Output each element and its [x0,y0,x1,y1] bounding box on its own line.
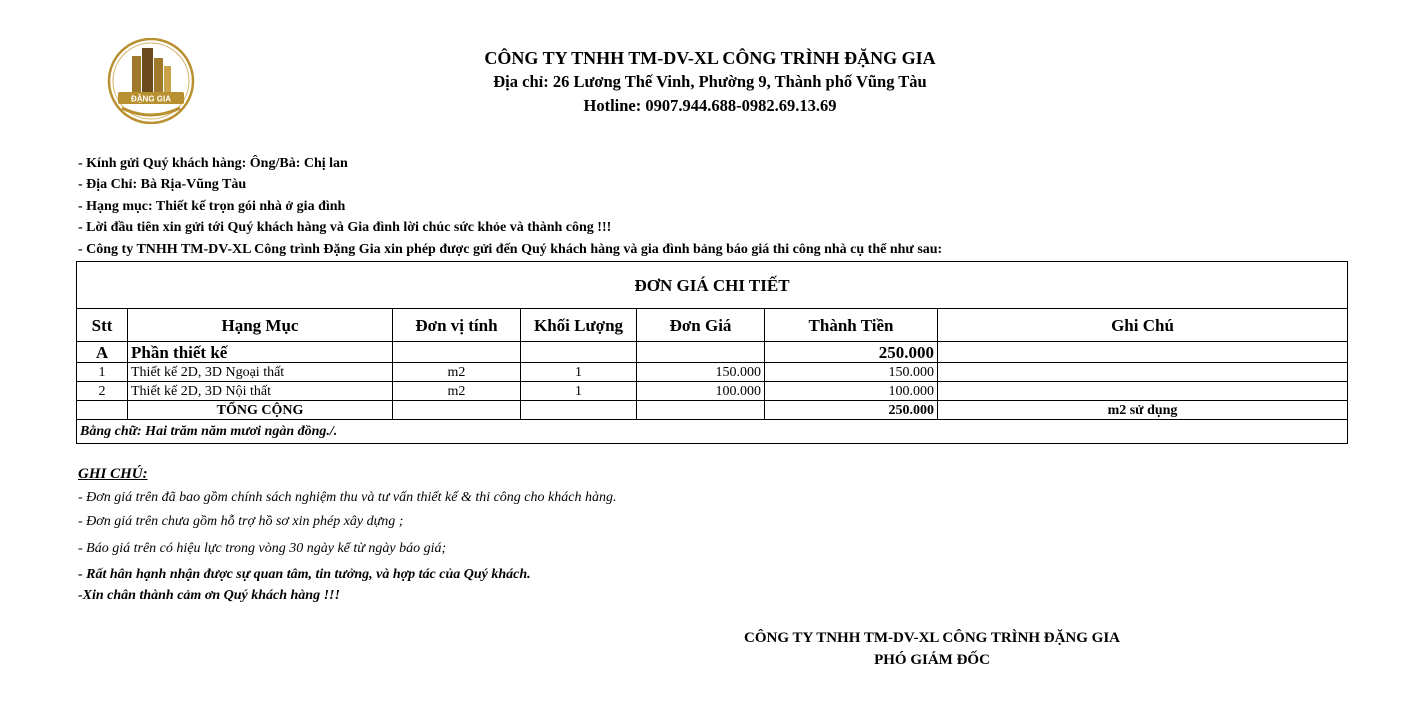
company-name: CÔNG TY TNHH TM-DV-XL CÔNG TRÌNH ĐẶNG GIA [484,48,936,68]
thanks-line: -Xin chân thành cảm ơn Quý khách hàng !!! [78,588,340,603]
signature-company: CÔNG TY TNHH TM-DV-XL CÔNG TRÌNH ĐẶNG GIA [743,630,1120,646]
intro-greeting: - Lời đầu tiên xin gửi tới Quý khách hàng và Gia đình lời chúc sức khỏe và thành công !!! [78,220,612,235]
header-item: Hạng Mục [128,309,393,342]
notes-title: GHI CHÚ: [78,466,148,482]
section-stt: A [77,342,128,363]
signature-title: PHÓ GIÁM ĐỐC [874,652,990,668]
header-qty: Khối Lượng [521,309,637,342]
header-price: Đơn Giá [637,309,765,342]
header-stt: Stt [77,309,128,342]
logo-text: ĐẶNG GIA [131,94,171,104]
row-name: Thiết kế 2D, 3D Ngoại thất [128,363,393,382]
row-name: Thiết kế 2D, 3D Nội thất [128,382,393,401]
total-row [77,401,1348,420]
thanks-line: - Rất hân hạnh nhận được sự quan tâm, tin tưởng, và hợp tác của Quý khách. [78,567,531,582]
company-logo [104,38,198,124]
row-unit: m2 [393,363,521,382]
row-price: 100.000 [637,382,765,401]
table-title: ĐƠN GIÁ CHI TIẾT [77,262,1348,309]
table-row [77,363,1348,382]
intro-address: - Địa Chỉ: Bà Rịa-Vũng Tàu [78,177,247,192]
row-qty: 1 [521,363,637,382]
header-note: Ghi Chú [938,309,1348,342]
section-row [77,342,1348,363]
row-amount: 100.000 [765,382,938,401]
row-note [938,363,1348,382]
intro-customer: - Kính gửi Quý khách hàng: Ông/Bà: Chị lan [78,156,348,171]
row-price: 150.000 [637,363,765,382]
row-stt: 2 [77,382,128,401]
total-label: TỔNG CỘNG [128,401,393,420]
intro-category: - Hạng mục: Thiết kế trọn gói nhà ở gia đình [78,199,346,214]
row-stt: 1 [77,363,128,382]
total-note: m2 sử dụng [938,401,1348,420]
company-hotline: Hotline: 0907.944.688-0982.69.13.69 [583,96,837,115]
header-unit: Đơn vị tính [393,309,521,342]
quote-table [76,261,1348,444]
header-amount: Thành Tiền [765,309,938,342]
table-header-row [77,309,1348,342]
intro-statement: - Công ty TNHH TM-DV-XL Công trình Đặng Gia xin phép được gửi đến Quý khách hàng và gia đình bảng báo giá thi công nhà cụ thể như sau: [78,242,943,257]
note-line: - Báo giá trên có hiệu lực trong vòng 30 ngày kể từ ngày báo giá; [78,541,447,556]
total-amount: 250.000 [765,401,938,420]
row-note [938,382,1348,401]
section-total: 250.000 [765,342,938,363]
section-name: Phần thiết kế [128,342,393,363]
table-row [77,382,1348,401]
company-address: Địa chỉ: 26 Lương Thế Vinh, Phường 9, Thành phố Vũng Tàu [493,72,927,91]
row-unit: m2 [393,382,521,401]
row-amount: 150.000 [765,363,938,382]
row-qty: 1 [521,382,637,401]
amount-in-words: Bằng chữ: Hai trăm năm mươi ngàn đồng./. [77,420,1348,444]
note-line: - Đơn giá trên chưa gồm hỗ trợ hồ sơ xin phép xây dựng ; [78,514,404,529]
note-line: - Đơn giá trên đã bao gồm chính sách nghiệm thu và tư vấn thiết kế & thi công cho khách hàng. [78,490,617,505]
